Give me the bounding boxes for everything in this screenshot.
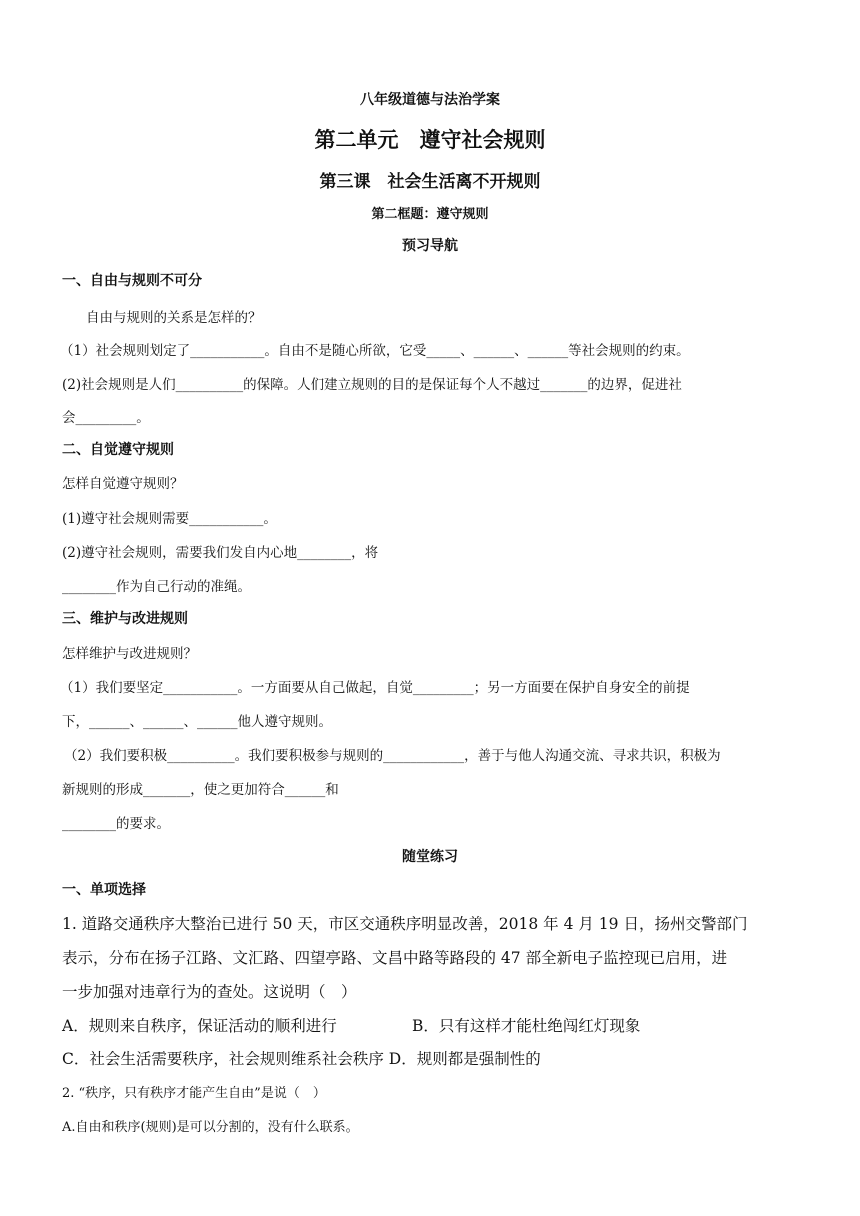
section-1-question: 自由与规则的关系是怎样的？ (86, 310, 262, 326)
section-1-item-2-line-2: 会_________。 (62, 410, 150, 426)
question-1-stem-line-3: 一步加强对违章行为的查处。这说明（ ） (62, 983, 357, 1001)
section-2-question: 怎样自觉遵守规则？ (62, 476, 184, 492)
question-1-option-c-d: C．社会生活需要秩序，社会规则维系社会秩序 D．规则都是强制性的 (62, 1050, 541, 1068)
grade-title: 八年级道德与法治学案 (360, 92, 500, 108)
section-1-item-1: （1）社会规则划定了___________。自由不是随心所欲，它受_____、______、______等社会规则的约束。 (60, 343, 690, 359)
section-2-heading: 二、自觉遵守规则 (62, 442, 174, 458)
section-2-item-1: (1)遵守社会规则需要___________。 (62, 511, 277, 527)
unit-title: 第二单元 遵守社会规则 (314, 128, 546, 152)
lesson-title: 第三课 社会生活离不开规则 (319, 172, 541, 192)
frame-title: 第二框题：遵守规则 (371, 207, 489, 222)
practice-section-1-heading: 一、单项选择 (62, 882, 146, 898)
section-3-question: 怎样维护与改进规则？ (62, 646, 197, 662)
section-3-item-2-line-2: 新规则的形成_______，使之更加符合______和 (62, 782, 339, 798)
section-3-item-2-line-1: （2）我们要积极__________。我们要积极参与规则的____________，善于与他人沟通交流、寻求共识，积极为 (64, 748, 721, 764)
question-1-stem-line-1: 1. 道路交通秩序大整治已进行 50 天，市区交通秩序明显改善，2018 年 4 月 19 日，扬州交警部门 (62, 915, 748, 933)
section-3-item-1-line-1: （1）我们要坚定___________。一方面要从自己做起，自觉_________；另一方面要在保护自身安全的前提 (60, 680, 690, 696)
question-1-option-b: B．只有这样才能杜绝闯红灯现象 (412, 1017, 641, 1035)
question-2-option-a: A.自由和秩序(规则)是可以分割的，没有什么联系。 (62, 1120, 359, 1135)
section-3-heading: 三、维护与改进规则 (62, 611, 188, 627)
practice-title: 随堂练习 (402, 849, 458, 865)
section-1-heading: 一、自由与规则不可分 (62, 273, 202, 289)
question-1-stem-line-2: 表示，分布在扬子江路、文汇路、四望亭路、文昌中路等路段的 47 部全新电子监控现已启用，进 (62, 949, 728, 967)
question-2-stem: 2. “秩序，只有秩序才能产生自由”是说（ ） (62, 1086, 326, 1101)
section-2-item-2-line-2: ________作为自己行动的准绳。 (62, 579, 251, 595)
section-1-item-2-line-1: (2)社会规则是人们__________的保障。人们建立规则的目的是保证每个人不越过_______的边界，促进社 (62, 377, 682, 393)
section-3-item-2-line-3: ________的要求。 (62, 816, 170, 832)
question-1-option-a: A．规则来自秩序，保证活动的顺利进行 (62, 1017, 337, 1035)
section-2-item-2-line-1: (2)遵守社会规则，需要我们发自内心地________，将 (62, 545, 379, 561)
section-3-item-1-line-2: 下，______、______、______他人遵守规则。 (62, 714, 332, 730)
preview-guide-title: 预习导航 (402, 238, 458, 254)
